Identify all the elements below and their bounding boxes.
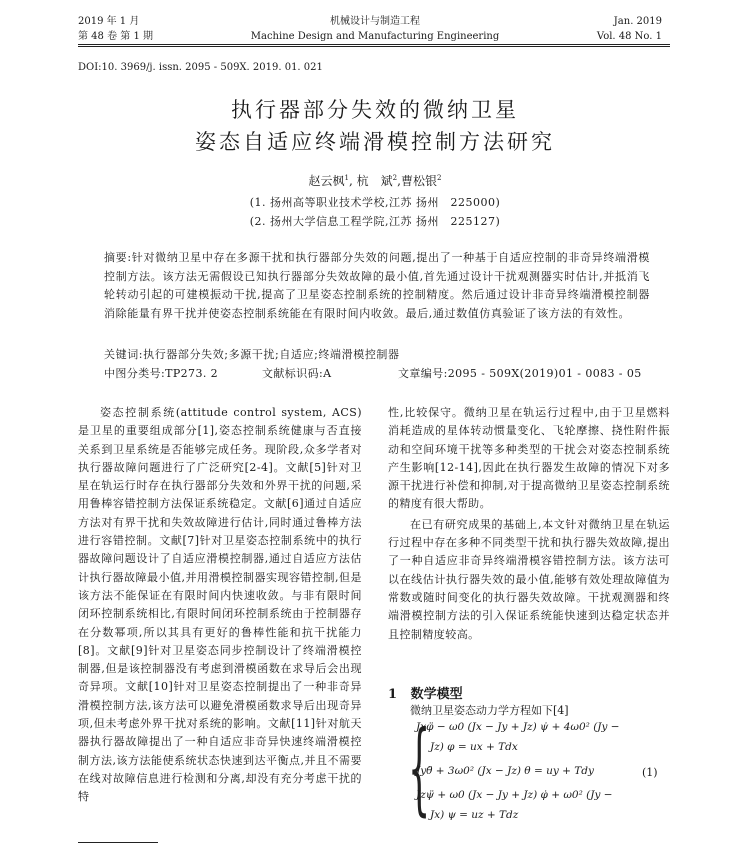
equation-line: Jz) φ = ux + Tdx	[430, 741, 518, 753]
volume-issue-en: Vol. 48 No. 1	[596, 31, 662, 42]
header-rule	[78, 44, 670, 45]
equation-number: (1)	[642, 766, 658, 779]
document-code: 文献标识码:A	[262, 367, 332, 380]
right-column	[388, 404, 670, 644]
abstract: 摘要:针对微纳卫星中存在多源干扰和执行器部分失效的问题,提出了一种基于自适应控制的非奇异终端滑模控制方法。该方法无需假设已知执行器部分失效故障的最小值,首先通过设计干扰观测器实时估计,并抵消飞轮转动引起的可建模振动干扰,提高了卫星姿态控制系统的控制精度。然后通过设计非奇异终端滑模控制器消除能量有界干扰并使姿态控制系统能在有限时间内收敛。最后,通过数值仿真验证了该方法的有效性。	[104, 251, 650, 320]
issue-date: 2019 年 1 月	[78, 16, 140, 27]
left-column	[78, 404, 362, 807]
journal-date-volume-en	[597, 14, 662, 44]
author: 杭 斌	[356, 174, 393, 188]
section-title: 数学模型	[410, 687, 463, 702]
volume-issue: 第 48 卷 第 1 期	[78, 31, 153, 42]
author: 赵云枫	[308, 174, 345, 188]
author-affil-sup: 2	[436, 174, 442, 182]
equation-line: Jyθ̈ + 3ω0² (Jx − Jz) θ = uy + Tdy	[416, 765, 594, 777]
paper-title-line2: 姿态自适应终端滑模控制方法研究	[195, 130, 555, 154]
equation-line: Jx) ψ = uz + Tdz	[430, 809, 519, 821]
section-heading	[388, 683, 463, 702]
clc-number: 中图分类号:TP273. 2	[104, 367, 219, 380]
footnote-rule	[78, 842, 158, 843]
header-rule-2	[78, 46, 670, 47]
paragraph: 在已有研究成果的基础上,本文针对微纳卫星在轨运行过程中存在多种不同类型干扰和执行器失效故障,提出了一种自适应非奇异终端滑模容错控制方法。该方法可以在线估计执行器失效的最小值,能够有效处理故障值为常数或随时间变化的执行器失效故障。干扰观测器和终端滑模控制方法的引入保证系统能快速到达稳定状态并且控制精度较高。	[388, 517, 670, 641]
paragraph: 性,比较保守。微纳卫星在轨运行过程中,由于卫星燃料消耗造成的星体转动惯量变化、飞轮摩擦、挠性附件振动和空间环境干扰等多种类型的干扰会对姿态控制系统产生影响[12-14],因此在执行器发生故障的情况下对多源干扰进行补偿和抑制,对于提高微纳卫星姿态控制系统的精度有很大帮助。	[388, 406, 670, 511]
paragraph: 姿态控制系统(attitude control system, ACS)是卫星的重要组成部分[1],姿态控制系统健康与否直接关系到卫星系统是否能够完成任务。现阶段,众多学者对执行器故障问题进行了广泛研究[2-4]。文献[5]针对卫星在轨运行时存在执行器部分失效和外界干扰的问题,采用鲁棒容错控制方法保证系统稳定。文献[6]通过自适应方法对有界干扰和失效故障进行估计,同时通过鲁棒方法进行容错控制。文献[7]针对卫星姿态控制系统中的执行器故障问题设计了自适应滑模控制器,通过自适应方法估计执行器故障最小值,并用滑模控制器实现容错控制,但是该方法不能保证在有限时间内快速收敛。与非有限时间闭环控制系统相比,有限时间闭环控制系统由于控制器存在分数幂项,所以其具有更好的鲁棒性能和抗干扰能力[8]。文献[9]针对卫星姿态同步控制设计了终端滑模控制器,但是该控制器没有考虑到滑模函数在求导后会出现奇异项。文献[10]针对卫星姿态控制提出了一种非奇异滑模控制方法,该方法可以避免滑模函数求导后出现奇异项,但未考虑外界干扰对系统的影响。文献[11]针对航天器执行器故障提出了一种自适应非奇异快速终端滑模控制方法,该方法能使系统状态快速到达平衡点,并且不需要在线对故障信息进行检测和分离,却没有充分考虑干扰的特	[78, 406, 362, 804]
affiliation: (2. 扬州大学信息工程学院,江苏 扬州 225127)	[249, 215, 501, 228]
author-affil-sup: 2	[392, 174, 398, 182]
affiliation: (1. 扬州高等职业技术学校,江苏 扬州 225000)	[249, 196, 501, 209]
author: 曹松银	[400, 174, 437, 188]
section-number: 1	[388, 687, 398, 702]
keywords: 关键词:执行器部分失效;多源干扰;自适应;终端滑模控制器	[104, 348, 400, 361]
article-number: 文章编号:2095 - 509X(2019)01 - 0083 - 05	[398, 367, 642, 380]
author-affil-sup: 1	[344, 174, 350, 182]
issue-date-en: Jan. 2019	[613, 16, 662, 27]
equation-intro: 微纳卫星姿态动力学方程如下[4]	[410, 704, 569, 717]
author-list: 赵云枫$^1$, 杭 斌$^2$,曹松银$^2$	[308, 174, 442, 188]
equation-brace: {	[408, 709, 431, 826]
paper-title-line1: 执行器部分失效的微纳卫星	[231, 98, 519, 122]
equation-line: Jzψ̈ + ω0 (Jx − Jy + Jz) φ̇ + ω0² (Jy −	[416, 789, 613, 801]
journal-name-cn: 机械设计与制造工程	[330, 16, 420, 27]
equation-line: Jxφ̈ − ω0 (Jx − Jy + Jz) ψ̇ + 4ω0² (Jy −	[416, 721, 620, 733]
doi: DOI:10. 3969/j. issn. 2095 - 509X. 2019. 01. 021	[78, 62, 323, 73]
journal-name-en: Machine Design and Manufacturing Engineering	[250, 31, 500, 42]
